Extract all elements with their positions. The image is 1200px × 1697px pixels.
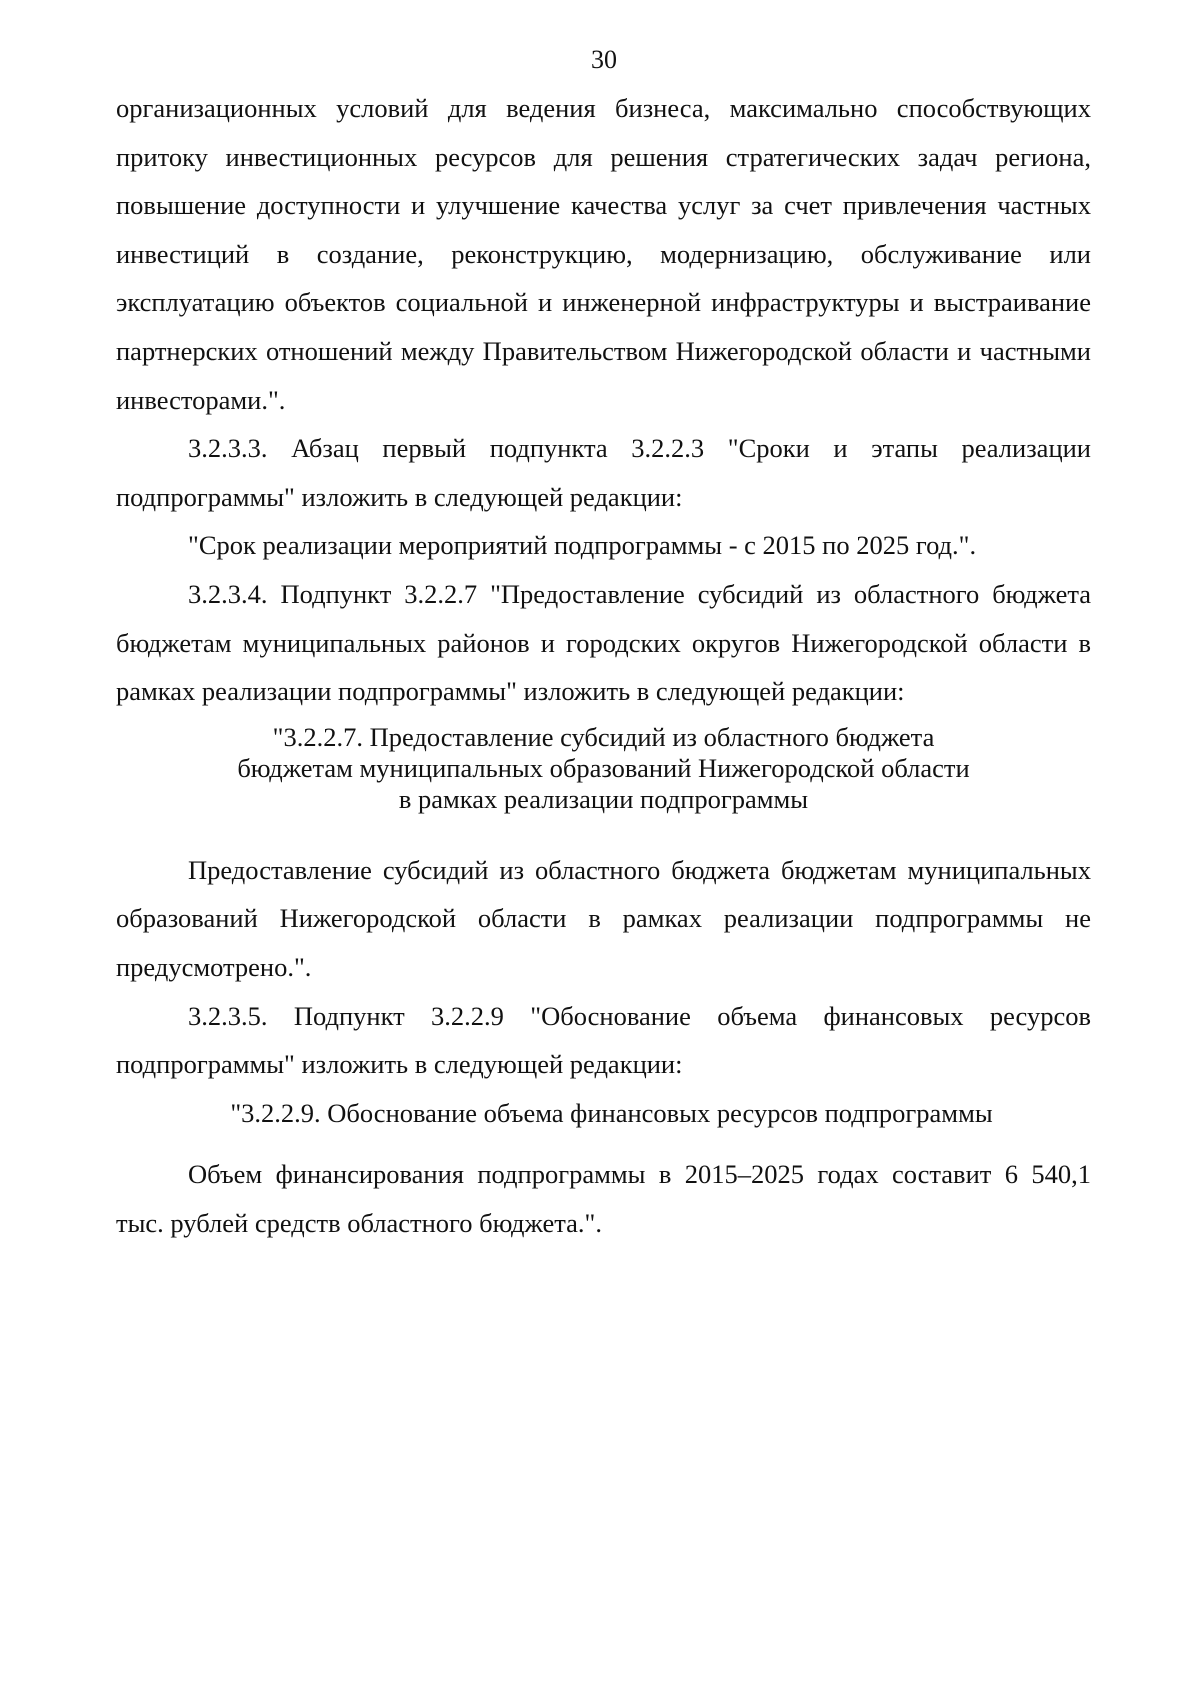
heading-line: бюджетам муниципальных образований Нижегородской области [237, 752, 970, 783]
paragraph-subsidies: Предоставление субсидий из областного бюджета бюджетам муниципальных образований Нижегородской области в рамках реализации подпрограммы не предусмотрено.". [116, 854, 1091, 982]
paragraph-quoted-term: "Срок реализации мероприятий подпрограммы - с 2015 по 2025 год.". [188, 530, 977, 561]
paragraph-continuation: организационных условий для ведения бизнеса, максимально способствующих притоку инвестиционных ресурсов для решения стратегических задач региона, повышение доступности и улучшение качества услуг за счет привлечения частных инвестиций в создание, реконструкцию, модернизацию, обслуживание или эксплуатацию объектов социальной и инженерной инфраструктуры и выстраивание партнерских отношений между Правительством Нижегородской области и частными инвесторами.". [116, 93, 1091, 415]
paragraph-3-2-3-3: 3.2.3.3. Абзац первый подпункта 3.2.2.3 "Сроки и этапы реализации подпрограммы" изложить в следующей редакции: [116, 433, 1091, 512]
heading-line: в рамках реализации подпрограммы [398, 783, 809, 814]
page-number: 30 [591, 45, 617, 74]
section-heading-3-2-2-7 [116, 722, 1091, 815]
heading-line: "3.2.2.7. Предоставление субсидий из областного бюджета [272, 721, 935, 752]
section-heading-3-2-2-9: "3.2.2.9. Обоснование объема финансовых ресурсов подпрограммы [230, 1097, 993, 1128]
paragraph-3-2-3-4: 3.2.3.4. Подпункт 3.2.2.7 "Предоставление субсидий из областного бюджета бюджетам муниципальных районов и городских округов Нижегородской области в рамках реализации подпрограммы" изложить в следующей редакции: [116, 578, 1091, 707]
document-body [116, 84, 1091, 1247]
paragraph-financing: Объем финансирования подпрограммы в 2015–2025 годах составит 6 540,1 тыс. рублей средств областного бюджета.". [116, 1159, 1091, 1238]
paragraph-3-2-3-5: 3.2.3.5. Подпункт 3.2.2.9 "Обоснование объема финансовых ресурсов подпрограммы" изложить в следующей редакции: [116, 1000, 1091, 1080]
